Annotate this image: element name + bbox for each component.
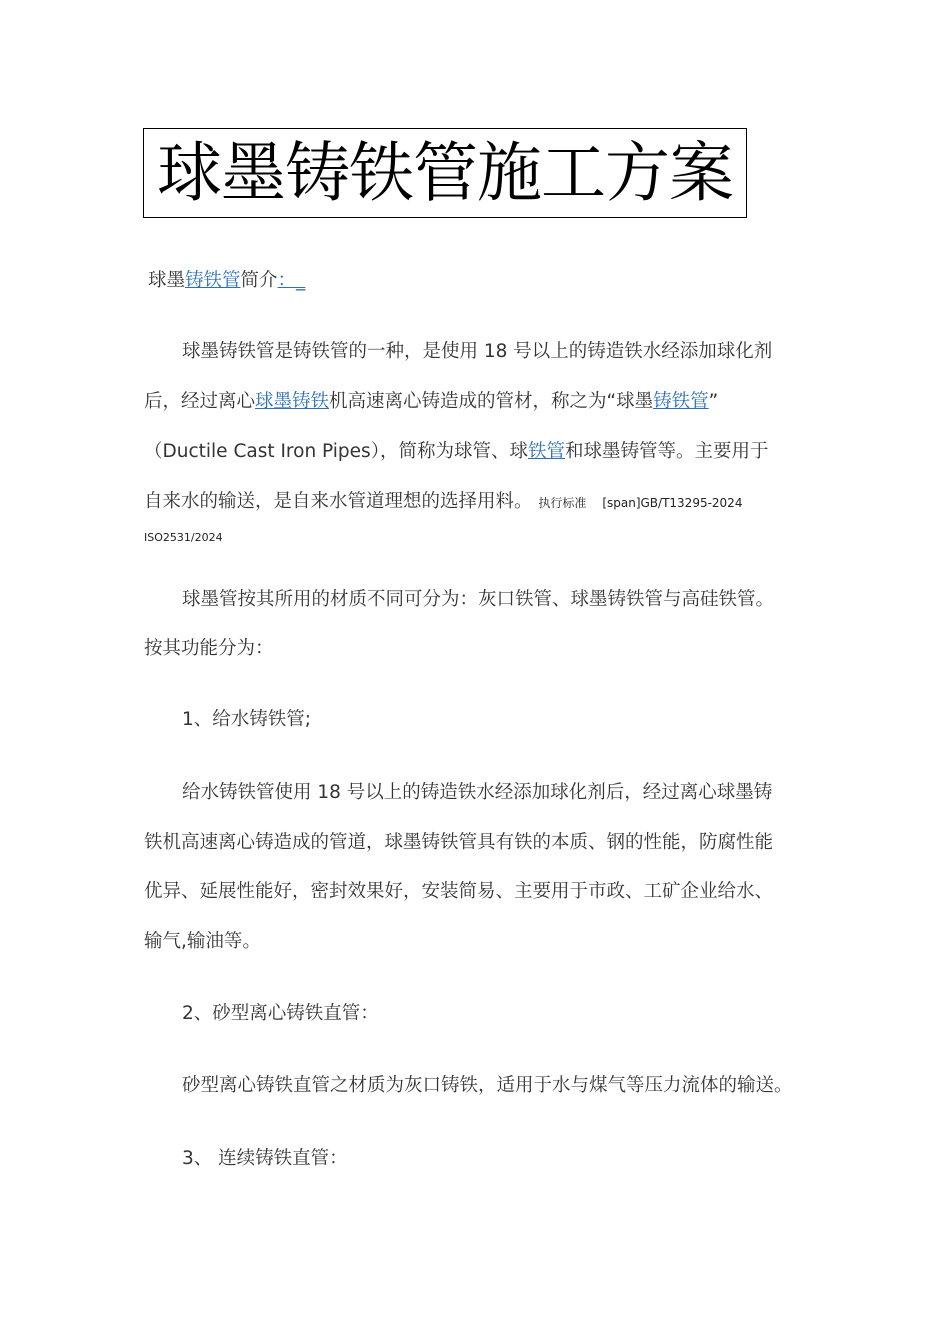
paragraph1-line3	[144, 440, 768, 464]
item1-line3: 优异、延展性能好，密封效果好，安装简易、主要用于市政、工矿企业给水、	[144, 881, 774, 902]
paragraph1-line5: ISO2531/2024	[144, 531, 223, 544]
paragraph1-line2-text3: ”	[708, 391, 719, 412]
paragraph1-line2	[144, 390, 718, 414]
paragraph1-line3-text2: 和球墨铸管等。主要用于	[564, 441, 769, 462]
item1-heading: 1、给水铸铁管;	[182, 709, 312, 730]
title-box	[143, 128, 747, 218]
paragraph2-line2: 按其功能分为：	[144, 638, 274, 659]
paragraph1-line1: 球墨铸铁管是铸铁管的一种，是使用 18 号以上的铸造铁水经添加球化剂	[182, 341, 773, 362]
intro-heading-link[interactable]: 铸铁管	[185, 270, 241, 291]
intro-heading-colon-link[interactable]: ：_	[277, 270, 306, 291]
standard-value: [span]GB/T13295-2024	[602, 496, 743, 510]
paragraph1-line2-text1: 后，经过离心	[144, 391, 256, 412]
item3-heading: 3、 连续铸铁直管：	[182, 1148, 348, 1169]
intro-heading	[148, 269, 305, 293]
paragraph1-line2-text2: 机高速离心铸造成的管材，称之为“球墨	[329, 391, 654, 412]
item1-line4: 输气,输油等。	[144, 931, 261, 952]
paragraph1-line4-text: 自来水的输送，是自来水管道理想的选择用料。	[144, 491, 533, 512]
paragraph1-line4	[144, 490, 742, 515]
link-cast-iron-pipe[interactable]: 铸铁管	[653, 391, 709, 412]
item1-line2: 铁机高速离心铸造成的管道，球墨铸铁管具有铁的本质、钢的性能，防腐性能	[144, 832, 774, 853]
document-title: 球墨铸铁管施工方案	[156, 135, 733, 211]
paragraph2-line1: 球墨管按其所用的材质不同可分为：灰口铁管、球墨铸铁管与高硅铁管。	[182, 589, 775, 610]
item2-heading: 2、砂型离心铸铁直管：	[182, 1003, 379, 1024]
standard-label: 执行标准	[538, 496, 587, 510]
intro-heading-suffix: 简介	[240, 270, 278, 291]
link-iron-pipe[interactable]: 铁管	[527, 441, 565, 462]
intro-heading-prefix: 球墨	[148, 270, 186, 291]
link-ductile-iron[interactable]: 球墨铸铁	[255, 391, 330, 412]
item1-line1: 给水铸铁管使用 18 号以上的铸造铁水经添加球化剂后，经过离心球墨铸	[182, 782, 773, 803]
item2-line1: 砂型离心铸铁直管之材质为灰口铸铁，适用于水与煤气等压力流体的输送。	[182, 1075, 793, 1096]
paragraph1-line3-text1: （Ductile Cast Iron Pipes），简称为球管、球	[144, 441, 528, 462]
